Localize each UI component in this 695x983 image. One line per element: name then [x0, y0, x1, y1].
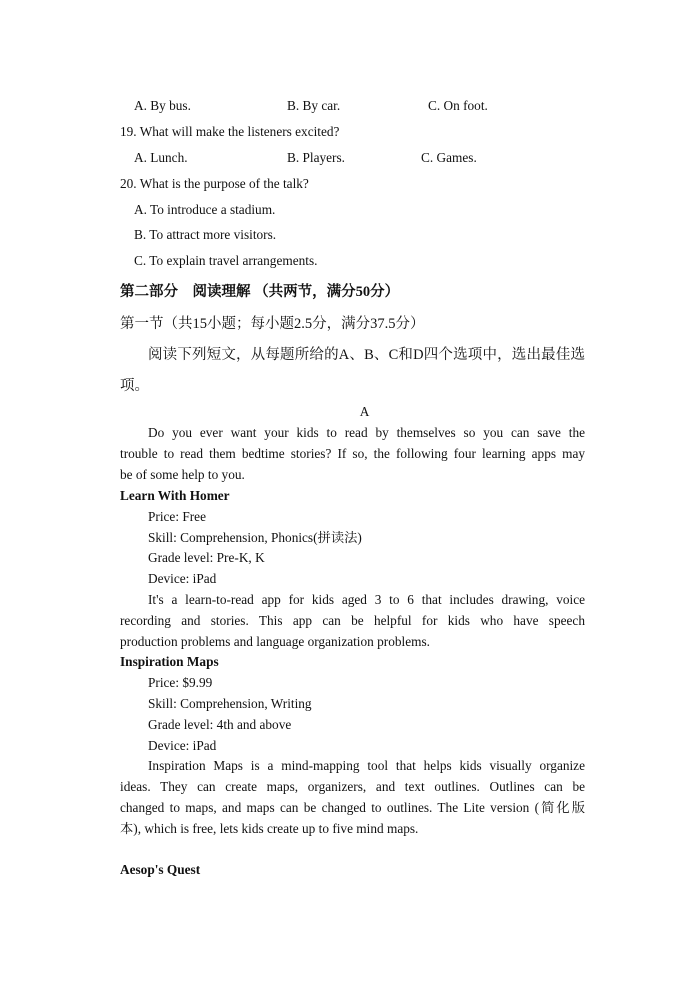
app1-device: Device: iPad	[148, 571, 217, 586]
section1-heading: 第一节（共15小题；每小题2.5分，满分37.5分）	[120, 316, 425, 332]
app-title-inspiration-maps: Inspiration Maps	[120, 654, 219, 669]
q19-option-b: B. Players.	[287, 150, 345, 165]
app-title-learn-with-homer: Learn With Homer	[120, 488, 230, 503]
q20-option-c: C. To explain travel arrangements.	[134, 253, 318, 268]
app2-skill: Skill: Comprehension, Writing	[148, 696, 312, 711]
passage-label: A	[359, 404, 370, 419]
q18-option-b: B. By car.	[287, 98, 341, 113]
app1-desc-line-3: production problems and language organization problems.	[120, 634, 430, 649]
app2-price: Price: $9.99	[148, 675, 213, 690]
q18-option-c: C. On foot.	[428, 98, 488, 113]
instruction-line-1: 阅读下列短文，从每题所给的A、B、C和D四个选项中，选出最佳选	[148, 347, 585, 363]
app1-price: Price: Free	[148, 509, 206, 524]
app1-desc-line-1: It's a learn-to-read app for kids aged 3 to 6 that includes drawing, voice	[148, 592, 585, 607]
app2-desc-line-4: 本), which is free, lets kids create up to five mind maps.	[120, 821, 419, 836]
app2-desc-line-1: Inspiration Maps is a mind-mapping tool that helps kids visually organize	[148, 758, 585, 773]
q18-option-a: A. By bus.	[134, 98, 191, 113]
app2-desc-line-2: ideas. They can create maps, organizers, and text outlines. Outlines can be	[120, 779, 585, 794]
q20-option-b: B. To attract more visitors.	[134, 227, 277, 242]
intro-line-3: be of some help to you.	[120, 467, 245, 482]
app1-grade: Grade level: Pre-K, K	[148, 550, 265, 565]
app2-grade: Grade level: 4th and above	[148, 717, 292, 732]
q20-option-a: A. To introduce a stadium.	[134, 202, 276, 217]
q19-option-a: A. Lunch.	[134, 150, 188, 165]
app1-skill: Skill: Comprehension, Phonics(拼读法)	[148, 530, 362, 545]
q19-question: 19. What will make the listeners excited?	[120, 124, 340, 139]
intro-line-2: trouble to read them bedtime stories? If so, the following four learning apps may	[120, 446, 585, 461]
app1-desc-line-2: recording and stories. This app can be helpful for kids who have speech	[120, 613, 585, 628]
q20-question: 20. What is the purpose of the talk?	[120, 176, 309, 191]
app-title-aesops-quest: Aesop's Quest	[120, 862, 201, 877]
app2-device: Device: iPad	[148, 738, 217, 753]
instruction-line-2: 项。	[120, 378, 149, 394]
q19-option-c: C. Games.	[421, 150, 477, 165]
app2-desc-line-3: changed to maps, and maps can be changed to outlines. The Lite version (简化版	[120, 800, 585, 815]
part2-heading: 第二部分 阅读理解 （共两节，满分50分）	[120, 284, 400, 300]
intro-line-1: Do you ever want your kids to read by themselves so you can save the	[148, 425, 585, 440]
